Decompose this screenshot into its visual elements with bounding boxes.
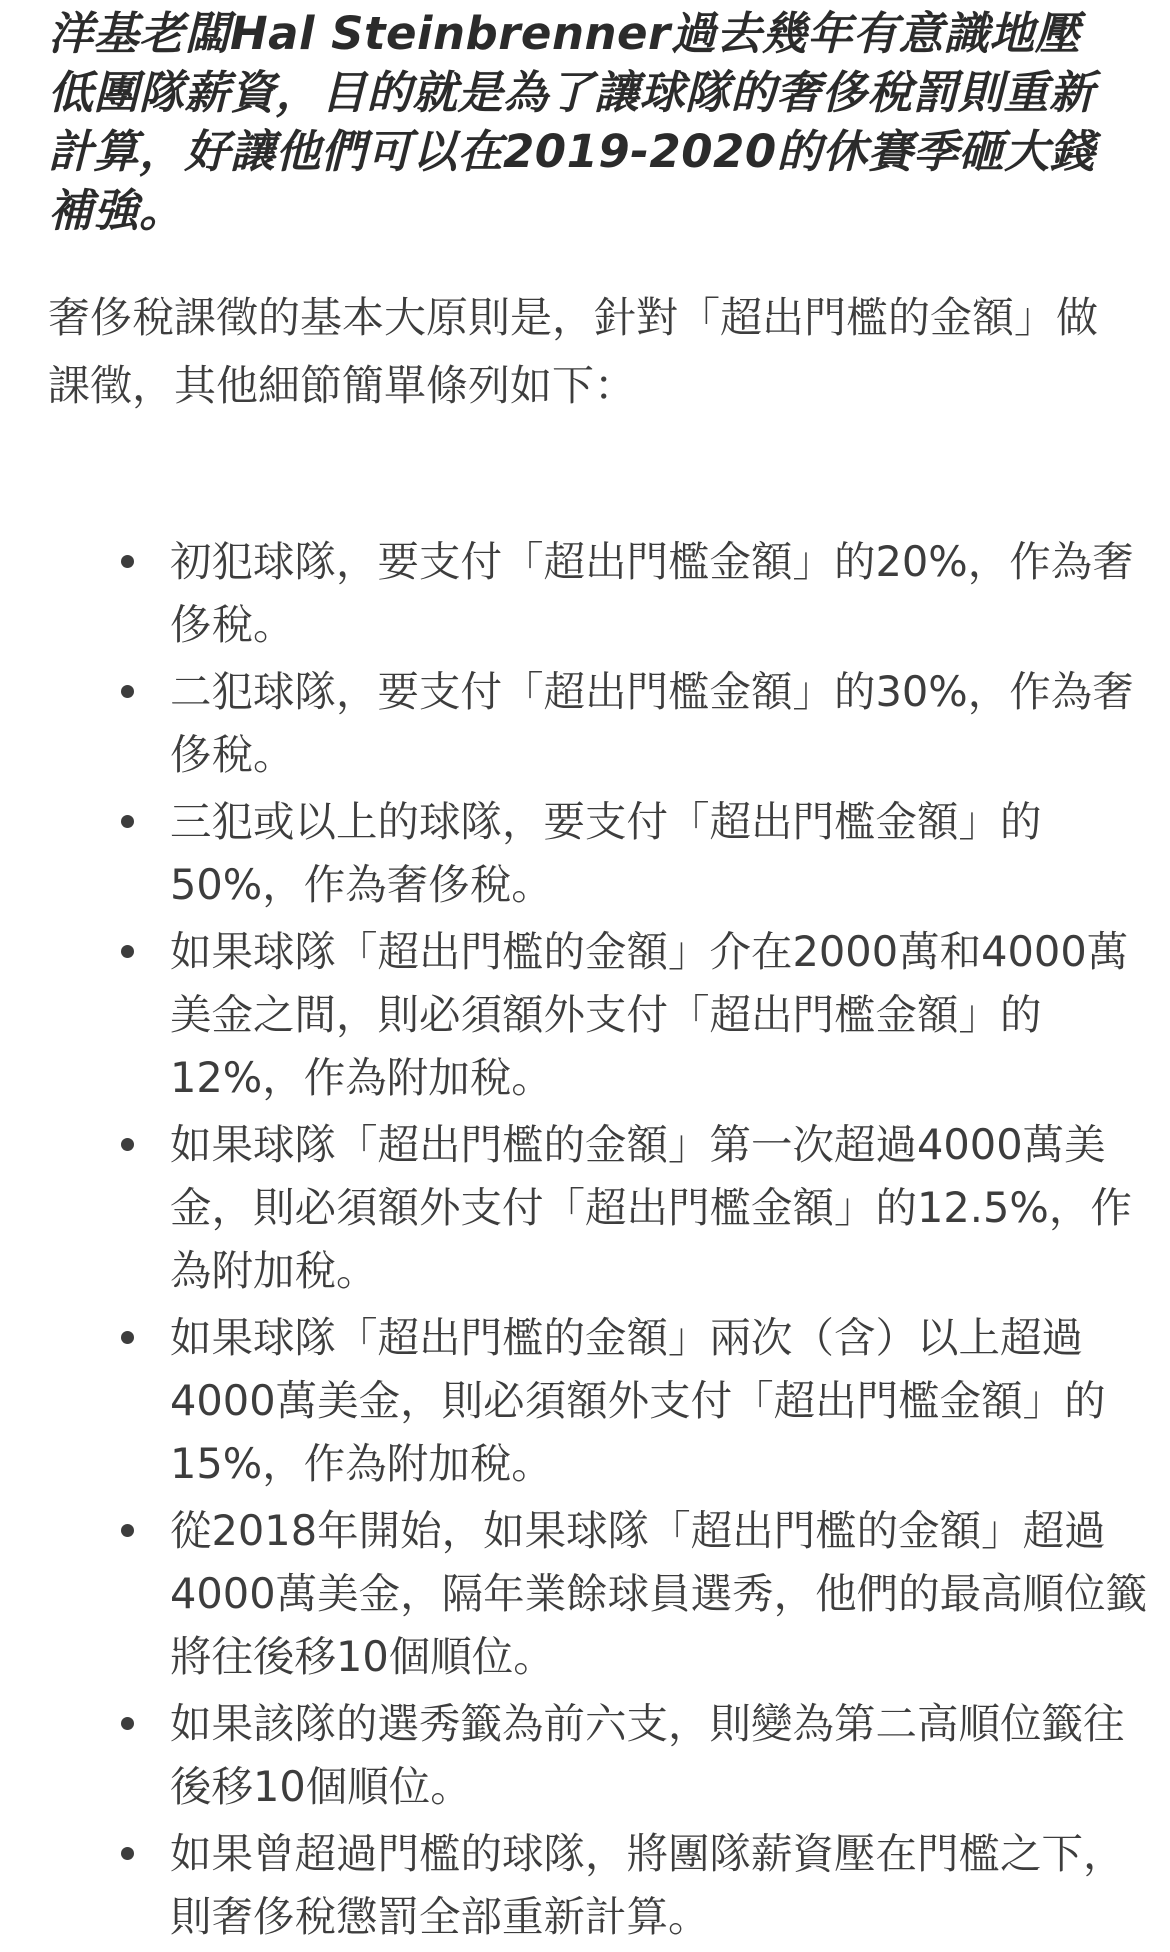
bullet-icon xyxy=(121,1138,134,1151)
rule-text: 如果球隊「超出門檻的金額」兩次（含）以上超過4000萬美金，則必須額外支付「超出門檻金額」的15%，作為附加稅。 xyxy=(170,1313,1106,1488)
article-body xyxy=(48,0,1148,1952)
rule-text: 初犯球隊，要支付「超出門檻金額」的20%，作為奢侈稅。 xyxy=(170,537,1134,649)
rule-text: 二犯球隊，要支付「超出門檻金額」的30%，作為奢侈稅。 xyxy=(170,667,1134,779)
list-item xyxy=(48,1822,1160,1948)
bullet-icon xyxy=(121,555,134,568)
list-item xyxy=(48,530,1160,656)
luxury-tax-rules-list xyxy=(48,530,1148,1948)
bullet-icon xyxy=(121,1331,134,1344)
list-item xyxy=(48,790,1160,916)
list-item xyxy=(48,1499,1160,1688)
bullet-icon xyxy=(121,685,134,698)
list-item xyxy=(48,660,1160,786)
rule-text: 如果該隊的選秀籤為前六支，則變為第二高順位籤往後移10個順位。 xyxy=(170,1699,1125,1811)
bullet-icon xyxy=(121,1847,134,1860)
bullet-icon xyxy=(121,1717,134,1730)
lead-paragraph: 洋基老闆Hal Steinbrenner過去幾年有意識地壓低團隊薪資，目的就是為了讓球隊的奢侈稅罰則重新計算，好讓他們可以在2019-2020的休賽季砸大錢補強。 xyxy=(48,7,1096,237)
rule-text: 如果球隊「超出門檻的金額」介在2000萬和4000萬美金之間，則必須額外支付「超出門檻金額」的12%，作為附加稅。 xyxy=(170,927,1129,1102)
rule-text: 如果球隊「超出門檻的金額」第一次超過4000萬美金，則必須額外支付「超出門檻金額」的12.5%，作為附加稅。 xyxy=(170,1120,1132,1295)
list-item xyxy=(48,1113,1160,1302)
rule-text: 如果曾超過門檻的球隊，將團隊薪資壓在門檻之下，則奢侈稅懲罰全部重新計算。 xyxy=(170,1829,1125,1941)
bullet-icon xyxy=(121,815,134,828)
rule-text: 三犯或以上的球隊，要支付「超出門檻金額」的50%，作為奢侈稅。 xyxy=(170,797,1042,909)
list-item xyxy=(48,1306,1160,1495)
rule-text: 從2018年開始，如果球隊「超出門檻的金額」超過4000萬美金，隔年業餘球員選秀，他們的最高順位籤將往後移10個順位。 xyxy=(170,1506,1148,1681)
list-item xyxy=(48,1692,1160,1818)
intro-paragraph: 奢侈稅課徵的基本大原則是，針對「超出門檻的金額」做課徵，其他細節簡單條列如下： xyxy=(48,293,1099,410)
bullet-icon xyxy=(121,1524,134,1537)
bullet-icon xyxy=(121,945,134,958)
list-item xyxy=(48,920,1160,1109)
